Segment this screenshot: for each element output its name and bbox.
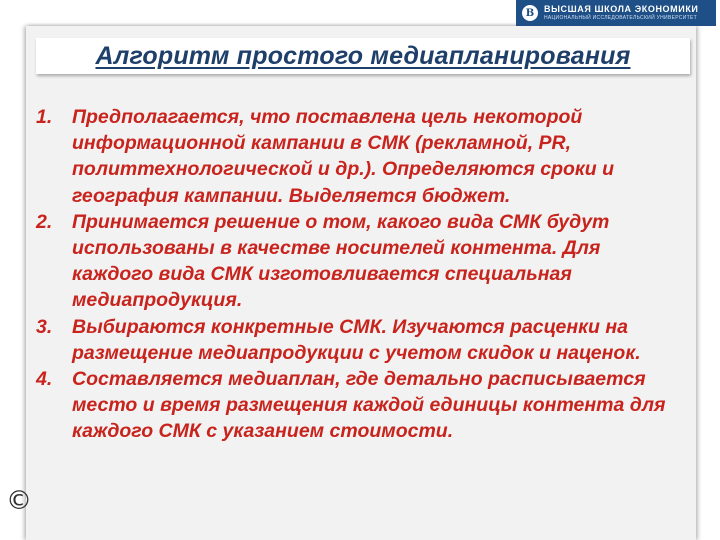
list-item-text: Составляется медиаплан, где детально расписывается место и время размещения каждой единицы контента для каждого СМК с указанием стоимости. <box>72 368 666 443</box>
logo-main-text: ВЫСШАЯ ШКОЛА ЭКОНОМИКИ <box>544 4 699 14</box>
slide-content <box>36 104 686 445</box>
logo-text <box>544 4 698 22</box>
list-item-number: 2. <box>36 210 53 233</box>
list-item <box>36 366 686 445</box>
list-item-number: 1. <box>36 106 53 128</box>
list-item-number: 4. <box>36 368 53 391</box>
university-logo <box>516 0 716 26</box>
list-item-text: Принимается решение о том, какого вида СМК будут использованы в качестве носителей контента. Для каждого вида СМК изготовливается специальная медиапродукция. <box>72 210 610 312</box>
slide-title: Алгоритм простого медиапланирования <box>95 41 631 70</box>
logo-sub-text: НАЦИОНАЛЬНЫЙ ИССЛЕДОВАТЕЛЬСКИЙ УНИВЕРСИТЕТ <box>544 15 697 21</box>
list-item <box>36 104 686 209</box>
copyright-icon: © <box>6 486 32 516</box>
logo-emblem-icon: В <box>522 5 538 21</box>
list-item-text: Выбираются конкретные СМК. Изучаются расценки на размещение медиапродукции с учетом скидок и наценок. <box>72 315 641 364</box>
numbered-list <box>36 104 686 445</box>
list-item-number: 3. <box>36 315 53 338</box>
list-item-text: Предполагается, что поставлена цель некоторой информационной кампании в СМК (рекламной, PR, политтехнологической и др.). Определяются сроки и география кампании. Выделяется бюджет. <box>72 106 615 207</box>
title-bar <box>36 38 690 74</box>
list-item <box>36 209 686 314</box>
list-item <box>36 314 686 366</box>
